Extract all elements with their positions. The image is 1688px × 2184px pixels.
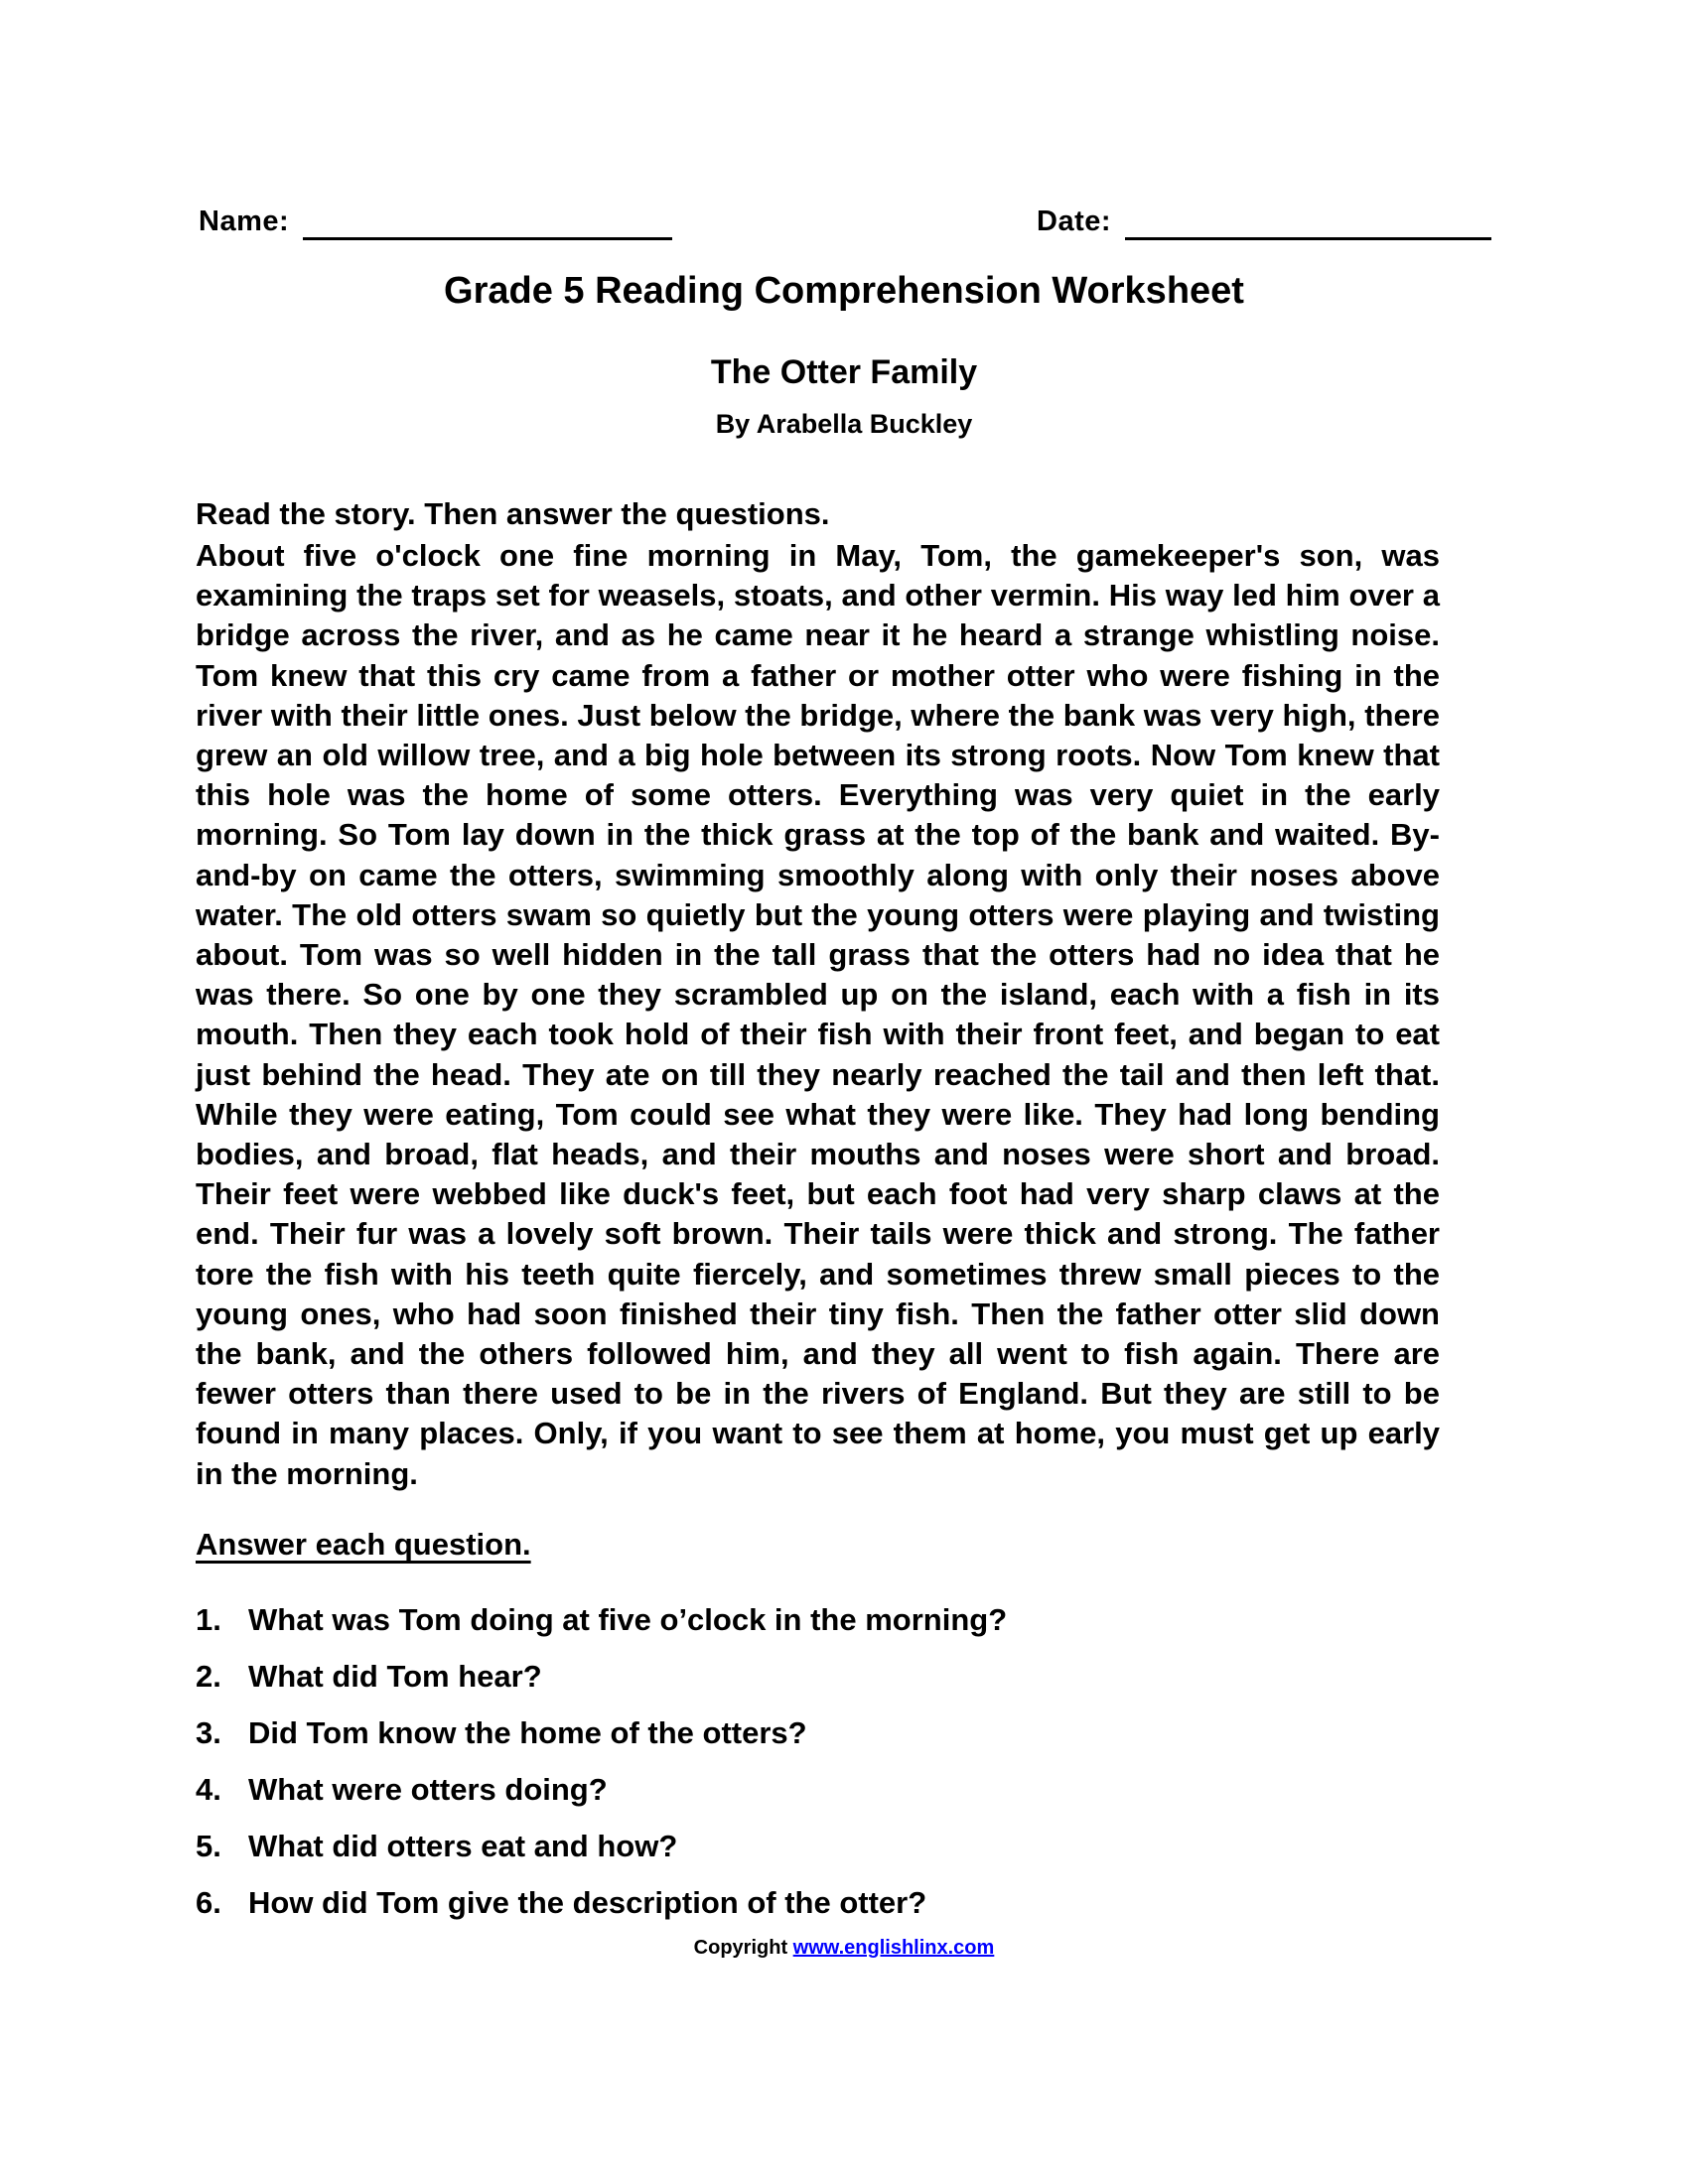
- question-number: 4.: [196, 1772, 221, 1807]
- question-number: 5.: [196, 1829, 221, 1863]
- date-label: Date:: [1037, 205, 1112, 237]
- copyright-link[interactable]: www.englishlinx.com: [792, 1937, 995, 1959]
- date-blank-line: [1125, 205, 1491, 240]
- story-title: The Otter Family: [710, 353, 978, 391]
- question-number: 2.: [196, 1659, 221, 1694]
- name-blank-line: [303, 205, 672, 240]
- question-item-2: [196, 1660, 1440, 1693]
- question-number: 1.: [196, 1602, 221, 1637]
- question-number: 3.: [196, 1715, 221, 1750]
- question-text: How did Tom give the description of the otter?: [248, 1885, 927, 1920]
- name-field-group: [199, 203, 672, 240]
- question-text: What was Tom doing at five o’clock in the morning?: [248, 1602, 1008, 1637]
- worksheet-title: Grade 5 Reading Comprehension Worksheet: [444, 270, 1244, 312]
- question-text: What were otters doing?: [248, 1772, 608, 1807]
- question-item-1: [196, 1603, 1440, 1636]
- question-text: Did Tom know the home of the otters?: [248, 1715, 807, 1750]
- question-item-4: [196, 1773, 1440, 1806]
- question-item-3: [196, 1716, 1440, 1749]
- name-label: Name:: [199, 205, 290, 237]
- question-text: What did otters eat and how?: [248, 1829, 678, 1863]
- question-number: 6.: [196, 1885, 221, 1920]
- story-byline: By Arabella Buckley: [715, 409, 973, 439]
- header-row: [0, 203, 1688, 246]
- question-item-6: [196, 1886, 1440, 1919]
- question-text: What did Tom hear?: [248, 1659, 542, 1694]
- copyright-label: Copyright: [693, 1937, 788, 1959]
- questions-list: [196, 1603, 1440, 1919]
- story-body-text: About five o'clock one fine morning in May, Tom, the gamekeeper's son, was examining the traps set for weasels, stoats, and other vermin. His way led him over a bridge across the river, and as he came near it he heard a strange whistling noise. Tom knew that this cry came from a father or mother otter who were fishing in the river with their little ones. Just below the bridge, where the bank was very high, there grew an old willow tree, and a big hole between its strong roots. Now Tom knew that this hole was the home of some otters. Everything was very quiet in the early morning. So Tom lay down in the thick grass at the top of the bank and waited. By-and-by on came the otters, swimming smoothly along with only their noses above water. The old otters swam so quietly but the young otters were playing and twisting about. Tom was so well hidden in the tall grass that the otters had no idea that he was there. So one by one they scrambled up on the island, each with a fish in its mouth. Then they each took hold of their fish with their front feet, and began to eat just behind the head. They ate on till they nearly reached the tail and then left that. While they were eating, Tom could see what they were like. They had long bending bodies, and broad, flat heads, and their mouths and noses were short and broad. Their feet were webbed like duck's feet, but each foot had very sharp claws at the end. Their fur was a lovely soft brown. Their tails were thick and strong. The father tore the fish with his teeth quite fiercely, and sometimes threw small pieces to the young ones, who had soon finished their tiny fish. Then the father otter slid down the bank, and the others followed him, and they all went to fish again. There are fewer otters than there used to be in the rivers of England. But they are still to be found in many places. Only, if you want to see them at home, you must get up early in the morning.: [196, 538, 1440, 1491]
- story-instruction: Read the story. Then answer the questions.: [196, 496, 830, 531]
- date-field-group: [1037, 203, 1491, 240]
- questions-heading: Answer each question.: [196, 1527, 531, 1562]
- question-item-5: [196, 1830, 1440, 1862]
- footer-copyright: [0, 1937, 1688, 1960]
